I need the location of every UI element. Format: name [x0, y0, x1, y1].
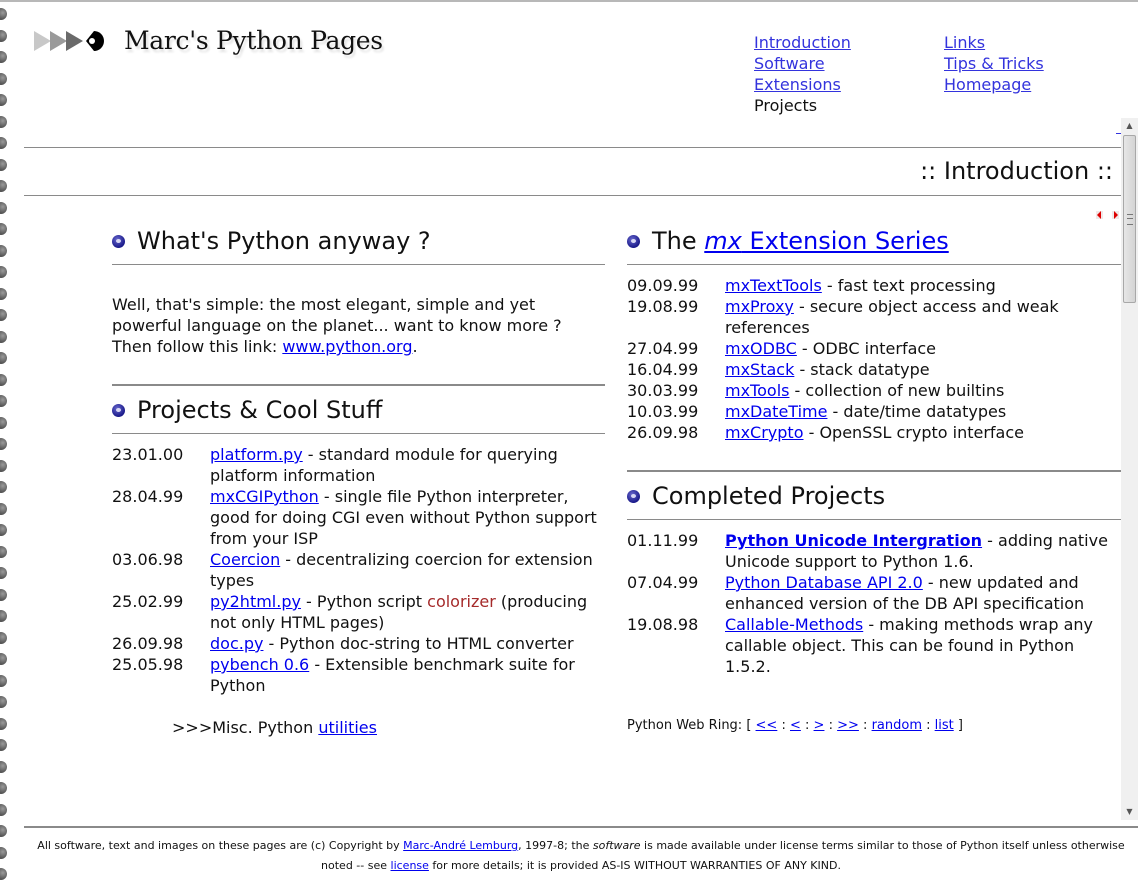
completed-heading: [627, 479, 1121, 513]
nav-tips-tricks[interactable]: Tips & Tricks: [944, 54, 1044, 73]
spiral-ring-icon: [0, 675, 7, 687]
nav-projects-current: Projects: [754, 96, 818, 115]
banner-bottom-rule: [24, 195, 1121, 196]
section-divider: [112, 384, 605, 386]
colorizer-highlight: colorizer: [427, 592, 496, 611]
logo-arrows-icon: [34, 29, 106, 53]
entry-date: 27.04.99: [627, 339, 699, 358]
spiral-ring-icon: [0, 180, 7, 192]
spiral-ring-icon: [0, 460, 7, 472]
heading-prefix: The: [652, 226, 705, 255]
heading-text: What's Python anyway ?: [137, 226, 431, 255]
python-web-ring: [627, 718, 963, 733]
nav-homepage[interactable]: Homepage: [944, 75, 1032, 94]
entry-link[interactable]: mxTools: [725, 381, 790, 400]
nav-links[interactable]: Links: [944, 33, 986, 52]
spiral-ring-icon: [0, 417, 7, 429]
right-column: [627, 224, 1121, 677]
entry-date: 25.05.98: [112, 655, 184, 674]
spiral-ring-icon: [0, 632, 7, 644]
separator: :: [824, 718, 838, 733]
spiral-ring-icon: [0, 245, 7, 257]
webring-last[interactable]: >>: [837, 718, 859, 733]
spiral-ring-icon: [0, 438, 7, 450]
entry-link[interactable]: Coercion: [210, 550, 281, 569]
spiral-ring-icon: [0, 804, 7, 816]
entry-link[interactable]: mxODBC: [725, 339, 797, 358]
projects-heading: [112, 393, 605, 427]
entry-desc: - Extensible benchmark suite for Python: [210, 655, 575, 695]
projects-list: [112, 444, 605, 696]
list-item: [112, 633, 605, 654]
entry-desc: - standard module for querying platform information: [210, 445, 558, 485]
entry-link[interactable]: platform.py: [210, 445, 303, 464]
entry-desc: - fast text processing: [821, 276, 996, 295]
mx-italic: mx: [704, 226, 742, 255]
spiral-ring-icon: [0, 137, 7, 149]
entry-date: 01.11.99: [627, 531, 699, 550]
spiral-ring-icon: [0, 202, 7, 214]
globe-icon: [112, 235, 125, 248]
webring-next[interactable]: >: [813, 718, 825, 733]
heading-rule: [627, 264, 1121, 265]
globe-icon: [627, 490, 640, 503]
entry-desc: - single file Python interpreter, good for doing CGI even without Python support from your ISP: [210, 487, 597, 548]
entry-date: 28.04.99: [112, 487, 184, 506]
footer-text: All software, text and images on these pages are (c) Copyright by: [37, 839, 404, 852]
spiral-binding-decoration: [0, 0, 10, 874]
spiral-ring-icon: [0, 73, 7, 85]
entry-date: 19.08.99: [627, 297, 699, 316]
license-link[interactable]: license: [390, 859, 429, 872]
misc-utilities: [112, 717, 605, 738]
entry-link[interactable]: Callable-Methods: [725, 615, 864, 634]
webring-first[interactable]: <<: [755, 718, 778, 733]
heading-text: Projects & Cool Stuff: [137, 395, 383, 424]
spiral-ring-icon: [0, 288, 7, 300]
list-item: [112, 444, 605, 486]
spiral-ring-icon: [0, 8, 7, 20]
entry-link[interactable]: mxDateTime: [725, 402, 828, 421]
red-right-arrow-icon[interactable]: [1112, 211, 1119, 219]
entry-desc: - Python doc-string to HTML converter: [263, 634, 574, 653]
entry-date: 09.09.99: [627, 276, 699, 295]
entry-desc: - ODBC interface: [796, 339, 937, 358]
nav-extensions[interactable]: Extensions: [754, 75, 841, 94]
section-banner: :: Introduction ::: [920, 157, 1113, 185]
entry-desc: - new updated and enhanced version of the DB API specification: [725, 573, 1085, 613]
entry-desc: - Python script: [300, 592, 428, 611]
intro-text-end: .: [412, 337, 418, 356]
footer-text: , 1997-8; the: [518, 839, 593, 852]
spiral-ring-icon: [0, 159, 7, 171]
nav-software[interactable]: Software: [754, 54, 825, 73]
spiral-ring-icon: [0, 223, 7, 235]
entry-link[interactable]: mxCrypto: [725, 423, 804, 442]
heading-rule: [627, 519, 1121, 520]
footer-text: is made available under license terms similar to those of Python itself unless otherwise noted -- see: [321, 839, 1125, 872]
entry-link[interactable]: doc.py: [210, 634, 264, 653]
list-item: [112, 654, 605, 696]
webring-close: ]: [953, 718, 963, 733]
spiral-ring-icon: [0, 352, 7, 364]
webring-prev[interactable]: <: [789, 718, 801, 733]
banner-top-rule: [24, 147, 1121, 148]
whats-python-heading: [112, 224, 605, 258]
spiral-ring-icon: [0, 374, 7, 386]
separator: :: [858, 718, 872, 733]
entry-link[interactable]: pybench 0.6: [210, 655, 310, 674]
list-item: [627, 401, 1121, 422]
entry-date: 10.03.99: [627, 402, 699, 421]
entry-date: 16.04.99: [627, 360, 699, 379]
entry-date: 07.04.99: [627, 573, 699, 592]
copyright-footer: [24, 836, 1138, 876]
list-item: [627, 275, 1121, 296]
entry-link[interactable]: mxTextTools: [725, 276, 822, 295]
list-item: [627, 530, 1121, 572]
author-link[interactable]: Marc-André Lemburg: [403, 839, 519, 852]
scroll-up-button[interactable]: ▲: [1126, 121, 1133, 130]
spiral-ring-icon: [0, 847, 7, 859]
spiral-ring-icon: [0, 395, 7, 407]
spiral-ring-icon: [0, 761, 7, 773]
site-title: Marc's Python Pages: [124, 26, 383, 55]
spiral-ring-icon: [0, 116, 7, 128]
mx-series-heading: [627, 224, 1121, 258]
entry-link[interactable]: mxProxy: [725, 297, 794, 316]
mx-list: [627, 275, 1121, 443]
entry-date: 30.03.99: [627, 381, 699, 400]
spiral-ring-icon: [0, 567, 7, 579]
spiral-ring-icon: [0, 30, 7, 42]
entry-desc: - OpenSSL crypto interface: [803, 423, 1024, 442]
python-org-link[interactable]: www.python.org: [282, 337, 413, 356]
window-top-border: [0, 0, 1138, 2]
spiral-ring-icon: [0, 266, 7, 278]
list-item: [627, 614, 1121, 677]
heading-text: Completed Projects: [652, 481, 886, 510]
scroll-down-button[interactable]: ▼: [1126, 807, 1133, 816]
red-left-arrow-icon[interactable]: [1096, 211, 1103, 219]
left-column: [112, 224, 605, 738]
entry-date: 25.02.99: [112, 592, 184, 611]
spiral-ring-icon: [0, 546, 7, 558]
entry-date: 03.06.98: [112, 550, 184, 569]
webring-list[interactable]: list: [934, 718, 954, 733]
spiral-ring-icon: [0, 739, 7, 751]
mx-link-rest: Extension Series: [741, 226, 949, 255]
spiral-ring-icon: [0, 868, 7, 880]
footer-text: for more details; it is provided AS-IS WITHOUT WARRANTIES OF ANY KIND.: [428, 859, 841, 872]
spiral-ring-icon: [0, 718, 7, 730]
nav-introduction[interactable]: Introduction: [754, 33, 851, 52]
spiral-ring-icon: [0, 94, 7, 106]
entry-desc: - adding native Unicode support to Python 1.6.: [725, 531, 1108, 571]
spiral-ring-icon: [0, 331, 7, 343]
spiral-ring-icon: [0, 825, 7, 837]
list-item: [112, 486, 605, 549]
entry-desc: (producing not only HTML pages): [210, 592, 588, 632]
separator: :: [777, 718, 790, 733]
entry-link[interactable]: mxCGIPython: [210, 487, 319, 506]
globe-icon: [627, 235, 640, 248]
intro-text: Well, that's simple: the most elegant, simple and yet powerful language on the planet... want to know more ? Then follow this link:: [112, 295, 562, 356]
heading-rule: [112, 264, 605, 265]
list-item: [627, 338, 1121, 359]
list-item: [627, 422, 1121, 443]
entry-date: 26.09.98: [112, 634, 184, 653]
nav-column-2: [944, 32, 1044, 95]
utilities-link[interactable]: utilities: [318, 718, 377, 737]
list-item: [627, 380, 1121, 401]
entry-desc: - making methods wrap any callable object. This can be found in Python 1.5.2.: [725, 615, 1093, 676]
list-item: [112, 591, 605, 633]
mx-series-link[interactable]: [704, 226, 949, 255]
nav-column-1: [754, 32, 851, 116]
entry-link[interactable]: mxStack: [725, 360, 795, 379]
footer-rule: [24, 826, 1138, 828]
whats-python-text: [112, 294, 605, 357]
list-item: [627, 296, 1121, 338]
entry-desc: - collection of new builtins: [789, 381, 1005, 400]
separator: :: [921, 718, 935, 733]
entry-desc: - secure object access and weak references: [725, 297, 1059, 337]
entry-date: 23.01.00: [112, 445, 184, 464]
webring-random[interactable]: random: [871, 718, 922, 733]
spiral-ring-icon: [0, 653, 7, 665]
entry-link[interactable]: Python Database API 2.0: [725, 573, 923, 592]
heading-rule: [112, 433, 605, 434]
completed-list: [627, 530, 1121, 677]
spiral-ring-icon: [0, 51, 7, 63]
globe-icon: [112, 404, 125, 417]
entry-date: 26.09.98: [627, 423, 699, 442]
footer-software-italic: software: [592, 839, 641, 852]
spiral-ring-icon: [0, 589, 7, 601]
scroll-thumb[interactable]: [1123, 135, 1136, 303]
list-item: [627, 359, 1121, 380]
spiral-ring-icon: [0, 782, 7, 794]
separator: :: [800, 718, 814, 733]
section-divider: [627, 470, 1121, 472]
webring-label: Python Web Ring: [: [627, 718, 756, 733]
entry-desc: - decentralizing coercion for extension types: [210, 550, 593, 590]
site-logo[interactable]: [34, 26, 383, 55]
entry-link[interactable]: py2html.py: [210, 592, 301, 611]
spiral-ring-icon: [0, 481, 7, 493]
list-item: [627, 572, 1121, 614]
spiral-ring-icon: [0, 524, 7, 536]
list-item: [112, 549, 605, 591]
vertical-scrollbar[interactable]: [1121, 118, 1138, 820]
page-nav: [1096, 211, 1119, 219]
misc-prefix: >>>Misc. Python: [172, 718, 319, 737]
spiral-ring-icon: [0, 503, 7, 515]
spiral-ring-icon: [0, 610, 7, 622]
spiral-ring-icon: [0, 696, 7, 708]
grip-icon: [1127, 214, 1133, 225]
entry-desc: - stack datatype: [794, 360, 930, 379]
entry-date: 19.08.98: [627, 615, 699, 634]
spiral-ring-icon: [0, 309, 7, 321]
entry-link[interactable]: Python Unicode Intergration: [725, 531, 983, 550]
entry-desc: - date/time datatypes: [827, 402, 1007, 421]
